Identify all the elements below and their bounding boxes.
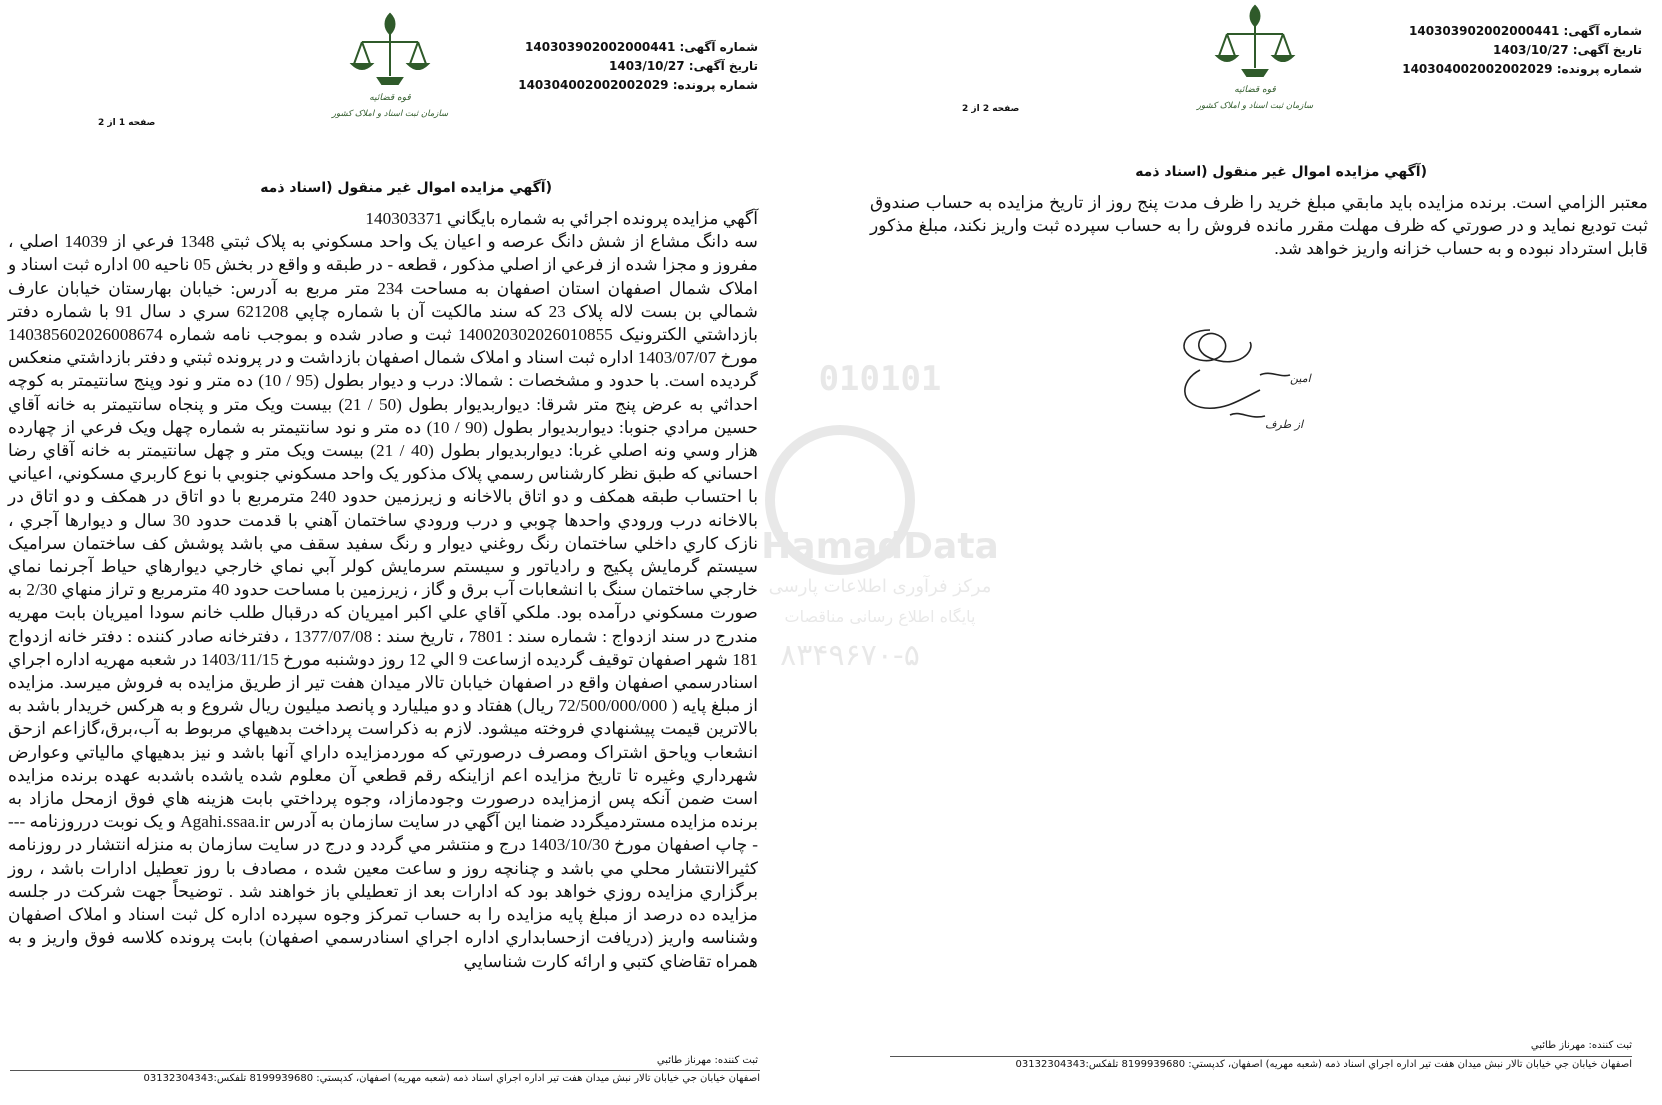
svg-text:۸۳۴۹۶۷۰-۵: ۸۳۴۹۶۷۰-۵ — [780, 638, 920, 673]
notice-body-text: معتبر الزامي است. برنده مزايده بايد مابقي مبلغ خريد را ظرف مدت پنج روز از تاريخ مزايده به حساب صندوق ثبت توديع نمايد و در صورتي که ظرف مهلت مقرر مانده فروش را به حساب سپرده ثبت واريز نکند، مبلغ مذکور قابل استرداد نبوده و به حساب خزانه واريز خواهد شد. — [870, 193, 1648, 259]
page-number: صفحه 1 از 2 — [98, 118, 156, 128]
judiciary-emblem-icon — [1196, 0, 1314, 120]
notice-date-value: 1403/10/27 — [1493, 43, 1569, 57]
notice-number-value: 140303902002000441 — [525, 40, 676, 54]
registrar: ثبت کننده: مهرناز طائبي — [656, 1055, 758, 1066]
notice-body-text: سه دانگ مشاع از شش دانگ عرصه و اعيان يک واحد مسکوني به پلاک ثبتي 1348 فرعي از 14039 اصلي ، مفروز و مجزا شده از فرعي از اصلي مذکور ، قطعه - در طبقه و واقع در بخش 05 ناحيه 00 اداره ثبت اسناد و املاک شمال اصفهان استان اصفهان به مساحت 234 متر مربع به آدرس: خيابان بهارستان خيابان عارف شمالي بن بست لاله پلاک 23 که سند مالکيت آن با شماره چاپي 621208 سري د سال 91 با شماره دفتر بازداشتي الکترونيک 140020302026010855 ثبت و صادر شده و بموجب نامه شماره 140385602026008674 مورخ 1403/07/07 اداره ثبت اسناد و املاک شمال اصفهان بازداشت و در پرونده ثبتي و دفتر بازداشتي منعکس گرديده است. با حدود و مشخصات : شمالا: درب و ديوار بطول (95 / 10) ده متر و نود وپنج سانتيمتر به کوچه احداثي به عرض پنج متر شرقا: ديواربديوار بطول (50 / 21) بيست ويک متر و پنجاه سانتيمتر به خانه آقاي حسين مرادي جنوبا: ديواربديوار بطول (90 / 10) ده متر و نود سانتيمتر به شماره چهل ويک فرعي از چهارده هزار وسي ونه اصلي غربا: ديواربديوار بطول (40 / 21) بيست ويک متر و چهل سانتيمتر به خانه آقاي رضا احساني که طبق نظر کارشناس رسمي پلاک مذکور يک واحد مسکوني جنوبي با نوع کاربري مسکوني، اعياني با احتساب طبقه همکف و دو اتاق بالاخانه و زيرزمين حدود 240 مترمربع با دو اتاق در همکف و دو اتاق در بالاخانه درب ورودي واحدها چوبي و درب ورودي ساختمان آهني با قدمت حدود 30 سال و ديوارها آجري ، نازک کاري داخلي ساختمان رنگ روغني ديوار و رنگ سفيد سقف مي باشد پوشش کف ساختمان سراميک سيستم گرمايش پکيج و راديا‌تور و سيستم سرمايش کولر آبي نماي خارجي ديوارهاي حياط آجرنما نماي خارجي ساختمان سنگ با انشعابات آب برق و گاز ، زيرزمين با مساحت حدود 40 مترمربع و تراز منهاي 2/30 به صورت مسکوني درآمده بود. ملکي آقاي علي اکبر اميريان که درقبال طلب خانم سودا اميريان بابت مهريه مندرج در سند ازدواج : شماره سند : 7801 ، تاريخ سند : 1377/07/08 ، دفترخانه صادر کننده : دفتر خانه ازدواج 181 شهر اصفهان توقيف گرديده ازساعت 9 الي 12 روز دوشنبه مورخ 1403/11/15 در شعبه مهريه اداره اجراي اسنادرسمي اصفهان واقع در اصفهان خيابان تالار ميدان هفت تير از طريق مزايده به فروش ميرسد. مزايده از مبلغ پايه ( 72/500/000/000 ريال) هفتاد و دو ميليارد و پانصد ميليون ريال شروع و به هرکس خريدار باشد به بالاترين قيمت پيشنهادي فروخته ميشود. لازم به ذکراست پرداخت بدهيهاي مربوط به آب،برق،گازاعم ازحق انشعاب وياحق اشتراک ومصرف درصورتي که موردمزايده داراي آنها باشد و نيز بدهيهاي مالياتي وعوارض شهرداري وغيره تا تاريخ مزايده اعم ازاينکه رقم قطعي آن معلوم شده ياشده باشدبه عهده برنده مزايده است ضمن آنکه پس ازمزايده درصورت وجودمازاد، وجوه پرداختي بابت هزينه هاي فوق ازمحل مازاد به برنده مزايده مستردميگردد ضمنا اين آگهي در سايت سازمان به آدرس Agahi.ssaa.ir و يک نوبت درروزنامه ---- چاپ اصفهان مورخ 1403/10/30 درج و منتشر مي گردد و درج در سايت سازمان به منزله انتشار در روزنامه کثيرالانتشار محلي مي باشد و چنانچه روز و ساعت معين شده ، مصادف با روز تعطيل ادارات باشد ، روز برگزاري مزايده روزي خواهد بود که ادارات بعد از تعطيلي باز خواهند شد . توضيحاً جهت شرکت در جلسه مزايده ده درصد از مبلغ پايه مزايده را به حساب تمرکز وجوه سپرده اداره کل ثبت اسناد و املاک اصفهان وشناسه واريز (دريافت ازحسابداري اداره اجراي اسنادرسمي اصفهان) بابت پرونده کلاسه فوق واريز و به همراه تقاضاي کتبي و ارائه کارت شناسايي — [7, 232, 759, 971]
notice-lead: آگهي مزايده پرونده اجرائي به شماره بايگاني 140303371 — [365, 209, 758, 228]
svg-text:قوه قضائیه: قوه قضائیه — [1234, 85, 1276, 95]
svg-text:پایگاه اطلاع رسانی مناقصات: پایگاه اطلاع رسانی مناقصات — [784, 607, 976, 626]
office-address: اصفهان خيابان جي خيابان تالار نبش ميدان هفت تير اداره اجراي اسناد ذمه (شعبه مهريه) اصفهان، کدپستي: 8199939680 تلفکس:03132304343 — [10, 1070, 760, 1084]
notice-title: (آگهي مزايده اموال غير منقول (اسناد ذمه — [1135, 164, 1427, 180]
svg-text:سازمان ثبت اسناد و املاک کشور: سازمان ثبت اسناد و املاک کشور — [1196, 101, 1314, 111]
page-number: صفحه 2 از 2 — [962, 104, 1020, 114]
notice-date-label: تاریخ آگهی: — [688, 59, 758, 73]
svg-text:سازمان ثبت اسناد و املاک کشور: سازمان ثبت اسناد و املاک کشور — [331, 109, 449, 119]
svg-text:از طرف: از طرف — [1265, 418, 1304, 431]
notice-number-label: شماره آگهی: — [1563, 24, 1642, 38]
page-2 — [860, 0, 1662, 1105]
svg-text:HamadData: HamadData — [761, 526, 999, 567]
svg-text:امین: امین — [1290, 372, 1311, 385]
notice-number-label: شماره آگهی: — [679, 40, 758, 54]
svg-text:قوه قضائیه: قوه قضائیه — [369, 93, 411, 103]
file-number-value: 140304002002002029 — [518, 78, 669, 92]
file-number-label: شماره پرونده: — [1556, 62, 1642, 76]
notice-date-value: 1403/10/27 — [609, 59, 685, 73]
notice-number-value: 140303902002000441 — [1409, 24, 1560, 38]
notice-date-label: تاریخ آگهی: — [1572, 43, 1642, 57]
page-1 — [0, 0, 790, 1105]
svg-text:مرکز فرآوری اطلاعات پارسی: مرکز فرآوری اطلاعات پارسی — [768, 576, 992, 597]
notice-title: (آگهي مزايده اموال غير منقول (اسناد ذمه — [260, 180, 552, 196]
office-address: اصفهان خيابان جي خيابان تالار نبش ميدان هفت تير اداره اجراي اسناد ذمه (شعبه مهريه) اصفهان، کدپستي: 8199939680 تلفکس:03132304343 — [890, 1056, 1632, 1070]
notice-meta — [1402, 22, 1642, 79]
file-number-label: شماره پرونده: — [672, 78, 758, 92]
signature — [1170, 320, 1320, 440]
file-number-value: 140304002002002029 — [1402, 62, 1553, 76]
svg-text:010101: 010101 — [818, 359, 942, 399]
registrar: ثبت کننده: مهرناز طائبي — [1530, 1040, 1632, 1051]
judiciary-emblem-icon — [331, 8, 449, 128]
notice-meta — [518, 38, 758, 95]
notice-body — [8, 207, 758, 973]
